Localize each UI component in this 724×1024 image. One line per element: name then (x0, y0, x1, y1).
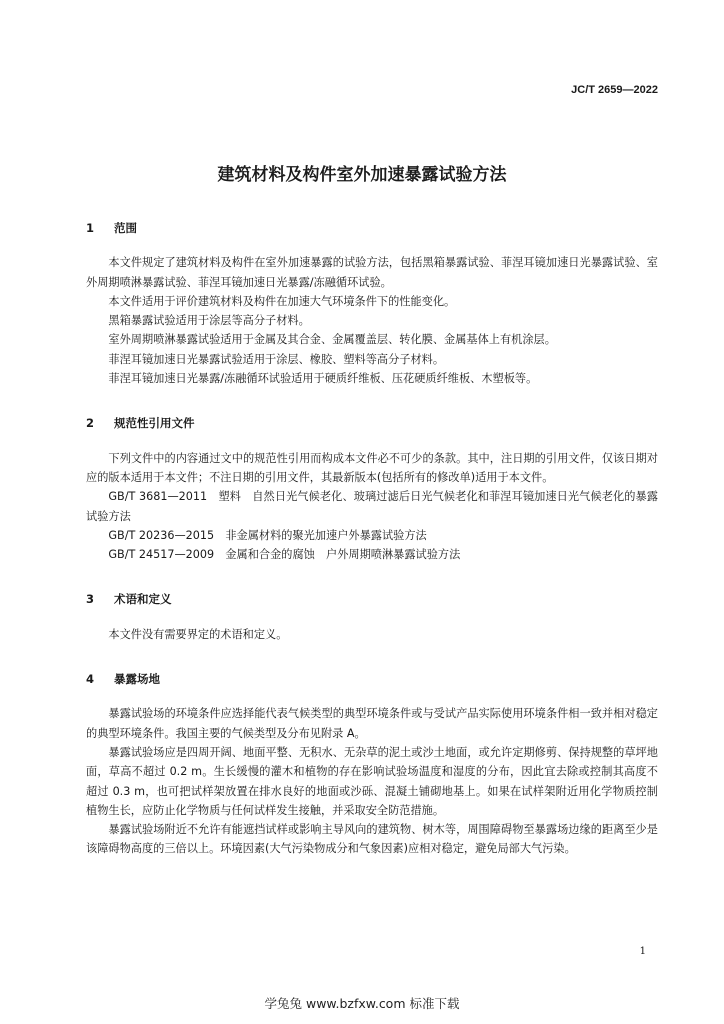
section-heading-scope (86, 219, 658, 238)
paragraph: 下列文件中的内容通过文中的规范性引用而构成本文件必不可少的条款。其中，注日期的引用文件，仅该日期对应的版本适用于本文件；不注日期的引用文件，其最新版本(包括所有的修改单)适用于本文件。 (86, 451, 658, 484)
paragraph: 本文件没有需要界定的术语和定义。 (108, 627, 288, 641)
paragraph: 黑箱暴露试验适用于涂层等高分子材料。 (108, 314, 310, 328)
section-title: 规范性引用文件 (114, 416, 195, 431)
section-number: 2 (86, 416, 95, 431)
reference-entry: GB/T 24517—2009 金属和合金的腐蚀 户外周期喷淋暴露试验方法 (108, 548, 461, 562)
section-heading-terms (86, 590, 658, 609)
paragraph: 本文件规定了建筑材料及构件在室外加速暴露的试验方法，包括黑箱暴露试验、菲涅耳镜加速日光暴露试验、室外周期喷淋暴露试验、菲涅耳镜加速日光暴露/冻融循环试验。 (86, 256, 658, 289)
section-heading-exposure-site (86, 670, 658, 689)
reference-entry: GB/T 3681—2011 塑料 自然日光气候老化、玻璃过滤后日光气候老化和菲涅耳镜加速日光气候老化的暴露试验方法 (86, 490, 658, 523)
paragraph: 菲涅耳镜加速日光暴露/冻融循环试验适用于硬质纤维板、压花硬质纤维板、木塑板等。 (108, 372, 538, 386)
paragraph: 暴露试验场附近不允许有能遮挡试样或影响主导风向的建筑物、树木等，周围障碍物至暴露场边缘的距离至少是该障碍物高度的三倍以上。环境因素(大气污染物成分和气象因素)应相对稳定，避免局部大气污染。 (86, 823, 658, 856)
paragraph: 本文件适用于评价建筑材料及构件在加速大气环境条件下的性能变化。 (108, 294, 456, 308)
paragraph: 菲涅耳镜加速日光暴露试验适用于涂层、橡胶、塑料等高分子材料。 (108, 352, 445, 366)
document-title: 建筑材料及构件室外加速暴露试验方法 (217, 165, 507, 185)
section-title: 术语和定义 (114, 592, 172, 607)
section-heading-normative-references (86, 414, 658, 433)
section-number: 1 (86, 221, 95, 235)
paragraph: 暴露试验场应是四周开阔、地面平整、无积水、无杂草的泥土或沙土地面，或允许定期修剪、保持规整的草坪地面，草高不超过 0.2 m。生长缓慢的灌木和植物的存在影响试验场温度和湿度的分布，因此宜去除或控制其高度不超过 0.3 m，也可把试样架放置在排水良好的地面或沙砾、混凝土铺砌地基上。如果在试样架附近用化学物质控制植物生长，应防止化学物质与任何试样发生接触，并采取安全防范措施。 (86, 745, 658, 817)
footer-watermark-link[interactable]: 学兔兔 www.bzfxw.com 标准下载 (264, 996, 460, 1011)
section-number: 4 (86, 672, 95, 687)
section-title: 暴露场地 (114, 672, 160, 687)
document-body (86, 219, 658, 859)
reference-entry: GB/T 20236—2015 非金属材料的聚光加速户外暴露试验方法 (108, 528, 427, 542)
page-number: 1 (639, 946, 646, 957)
section-number: 3 (86, 592, 95, 607)
paragraph: 暴露试验场的环境条件应选择能代表气候类型的典型环境条件或与受试产品实际使用环境条件相一致并相对稳定的典型环境条件。我国主要的气候类型及分布见附录 A。 (86, 707, 658, 740)
section-title: 范围 (114, 221, 137, 235)
standard-number: JC/T 2659—2022 (571, 84, 658, 96)
paragraph: 室外周期喷淋暴露试验适用于金属及其合金、金属覆盖层、转化膜、金属基体上有机涂层。 (108, 333, 556, 347)
